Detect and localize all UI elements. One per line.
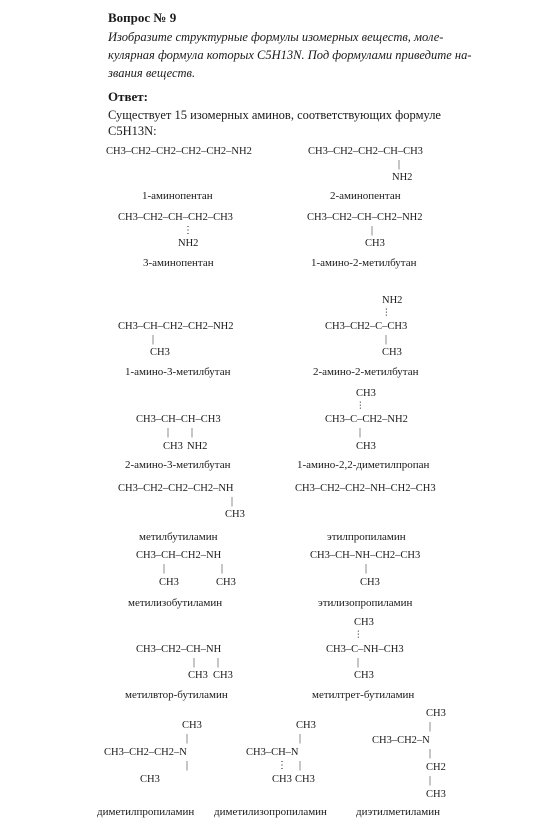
formula-substituent: CH3 <box>382 347 402 358</box>
formula-bond: | <box>359 427 362 438</box>
formula-bond: ⋮ <box>183 225 193 236</box>
formula-bond: | <box>398 159 401 170</box>
compound-name: диметилизопропиламин <box>214 806 327 818</box>
formula-substituent: CH3 <box>216 577 236 588</box>
formula-substituent: CH3 <box>163 441 183 452</box>
formula-bond: | <box>193 657 196 668</box>
formula-substituent: CH3 <box>365 238 385 249</box>
formula-main: CH3–CH2–CH2–NH–CH2–CH3 <box>295 483 436 494</box>
compound-name: этилпропиламин <box>327 531 406 543</box>
formula-top-bond: | <box>299 733 302 744</box>
compound-name: метилизобутиламин <box>128 597 223 609</box>
formula-bond: | <box>371 225 374 236</box>
formula-main: CH3–CH2–CH–NH <box>136 644 222 655</box>
formula-main: CH3–CH2–CH–CH2–CH3 <box>118 212 233 223</box>
compound-name: 2-амино-2-метилбутан <box>313 366 419 378</box>
compound-name: диэтилметиламин <box>356 806 441 818</box>
formula-substituent: CH3 <box>354 670 374 681</box>
compound-name: 1-амино-3-метилбутан <box>125 366 231 378</box>
formula-bond: | <box>163 563 166 574</box>
formula-bond: | <box>152 334 155 345</box>
formula-main: CH3–CH–N <box>246 747 299 758</box>
formula-main: CH3–C–NH–CH3 <box>326 644 404 655</box>
formula-top-bond: | <box>429 721 432 732</box>
formula-top-substituent: CH3 <box>182 720 202 731</box>
formula-substituent: CH3 <box>272 774 292 785</box>
formula-substituent: CH3 <box>140 774 160 785</box>
formula-top-bond: ⫶ <box>357 630 360 641</box>
formula-bond: ⋮ <box>277 760 287 771</box>
formula-top-substituent: NH2 <box>382 295 403 306</box>
question-text: Изобразите структурные формулы изомерных веществ, моле-кулярная формула которых C5H13N. Под формулами приведите на-звания веществ. <box>108 30 472 80</box>
formula-main: CH3–CH–NH–CH2–CH3 <box>310 550 421 561</box>
compound-name: 2-аминопентан <box>330 190 401 202</box>
formula-bond: | <box>191 427 194 438</box>
answer-intro: Существует 15 изомерных аминов, соответствующих формуле C5H13N: <box>108 108 441 138</box>
compound-name: этилизопропиламин <box>318 597 413 609</box>
formula-main: CH3–CH2–CH2–CH2–NH <box>118 483 234 494</box>
formula-substituent: CH3 <box>213 670 233 681</box>
compound-name: 1-амино-2,2-диметилпропан <box>297 459 430 471</box>
formula-substituent: CH3 <box>360 577 380 588</box>
formula-main: CH3–C–CH2–NH2 <box>325 414 408 425</box>
formula-bond: | <box>365 563 368 574</box>
formula-main: CH3–CH2–C–CH3 <box>325 321 408 332</box>
compound-name: диметилпропиламин <box>97 806 195 818</box>
formula-bond: | <box>231 496 234 507</box>
formula-main: CH3–CH2–CH–CH2–NH2 <box>307 212 423 223</box>
formula-main: CH3–CH–CH2–CH2–NH2 <box>118 321 234 332</box>
compound-name: 3-аминопентан <box>143 257 214 269</box>
compound-name: метилбутиламин <box>139 531 218 543</box>
formula-main: CH3–CH–CH–CH3 <box>136 414 221 425</box>
formula-main: CH3–CH2–N <box>372 735 430 746</box>
formula-top-substituent: CH3 <box>426 708 446 719</box>
formula-substituent: CH3 <box>159 577 179 588</box>
formula-bond: | <box>217 657 220 668</box>
formula-bond: | <box>221 563 224 574</box>
formula-main: CH3–CH2–CH2–CH2–CH2–NH2 <box>106 146 252 157</box>
formula-substituent: CH3 <box>188 670 208 681</box>
answer-title: Ответ: <box>108 89 149 104</box>
question-title: Вопрос № 9 <box>108 10 177 25</box>
formula-top-bond: ⫶ <box>359 401 362 412</box>
compound-name: 1-аминопентан <box>142 190 213 202</box>
formula-substituent: NH2 <box>392 172 413 183</box>
formula-substituent: CH2 <box>426 762 446 773</box>
formula-top-bond: ⫶ <box>385 308 388 319</box>
formula-bond: | <box>429 748 432 759</box>
formula-substituent: CH3 <box>295 774 315 785</box>
formula-substituent: CH3 <box>426 789 446 800</box>
formula-bond: | <box>299 760 302 771</box>
compound-name: 1-амино-2-метилбутан <box>311 257 417 269</box>
formula-main: CH3–CH–CH2–NH <box>136 550 222 561</box>
formula-substituent: CH3 <box>225 509 245 520</box>
formula-bond: | <box>357 657 360 668</box>
compound-name: метилтрет-бутиламин <box>312 689 415 701</box>
formula-bond: | <box>429 775 432 786</box>
formula-top-substituent: CH3 <box>356 388 376 399</box>
formula-bond: | <box>167 427 170 438</box>
formula-main: CH3–CH2–CH2–N <box>104 747 187 758</box>
formula-top-substituent: CH3 <box>354 617 374 628</box>
compound-name: 2-амино-3-метилбутан <box>125 459 231 471</box>
formula-substituent: NH2 <box>178 238 199 249</box>
formula-bond: | <box>385 334 388 345</box>
formula-substituent: CH3 <box>150 347 170 358</box>
formula-main: CH3–CH2–CH2–CH–CH3 <box>308 146 423 157</box>
formula-bond: | <box>186 760 189 771</box>
formula-top-bond: | <box>186 733 189 744</box>
formula-substituent: CH3 <box>356 441 376 452</box>
compound-name: метилвтор-бутиламин <box>125 689 228 701</box>
formula-substituent: NH2 <box>187 441 208 452</box>
formula-top-substituent: CH3 <box>296 720 316 731</box>
